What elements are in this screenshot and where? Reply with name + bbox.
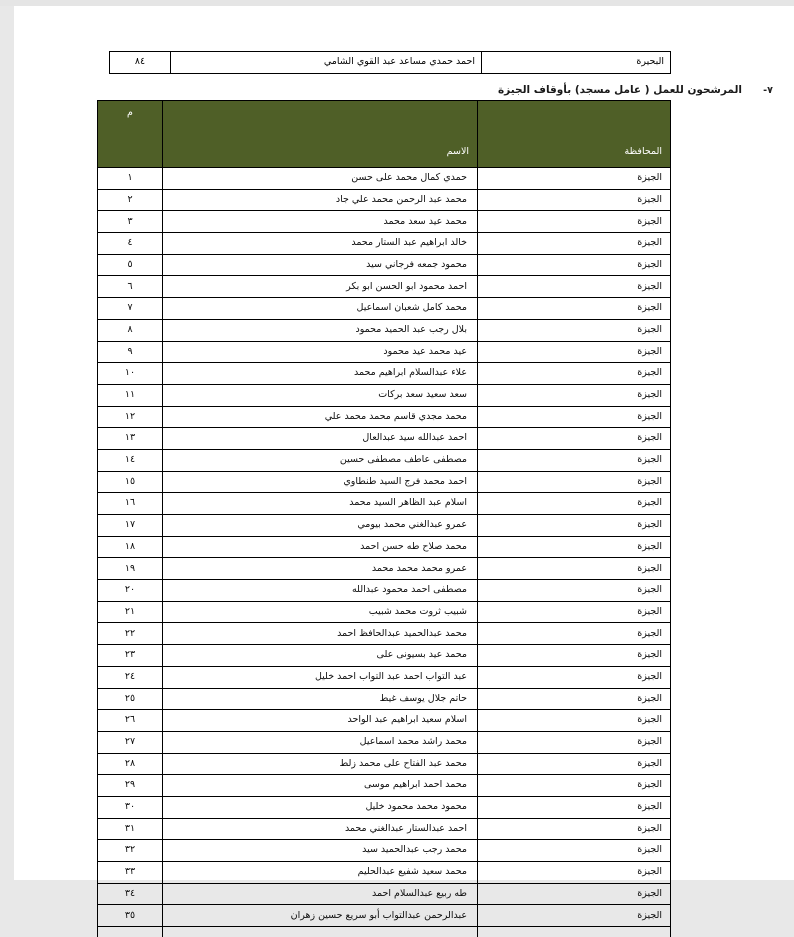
cell-number: ٢٥	[98, 688, 163, 710]
cell-number: ١٢	[98, 406, 163, 428]
cell-governorate: البحيرة	[482, 52, 671, 74]
cell-name: محمد عيد سعد محمد	[163, 211, 478, 233]
cell-name: سعد سعيد سعد بركات	[163, 384, 478, 406]
cell-number: ١٣	[98, 428, 163, 450]
table-row	[98, 276, 671, 298]
table-row	[98, 883, 671, 905]
cell-governorate: الجيزة	[478, 211, 671, 233]
cell-name: علاء عبدالسلام ابراهيم محمد	[163, 363, 478, 385]
cell-name: محمد كامل شعبان اسماعيل	[163, 298, 478, 320]
cell-governorate: الجيزة	[478, 341, 671, 363]
cell-governorate: الجيزة	[478, 710, 671, 732]
cell-number: ١١	[98, 384, 163, 406]
cell-governorate: الجيزة	[478, 840, 671, 862]
cell-governorate: الجيزة	[478, 384, 671, 406]
cell-name: محمود جمعه فرجاني سيد	[163, 254, 478, 276]
cell-name: عمرو عبدالغني محمد بيومي	[163, 515, 478, 537]
cell-name: احمد محمد فرج السيد طنطاوي	[163, 471, 478, 493]
table-header-row	[98, 101, 671, 168]
candidates-table	[97, 100, 671, 937]
cell-governorate: الجيزة	[478, 406, 671, 428]
cell-governorate: الجيزة	[478, 276, 671, 298]
cell-name: عمرو محمد محمد محمد	[163, 558, 478, 580]
cell-governorate: الجيزة	[478, 254, 671, 276]
table-row	[98, 558, 671, 580]
cell-governorate: الجيزة	[478, 168, 671, 190]
cell-number: ٢٣	[98, 645, 163, 667]
cell-name: بلال رجب عبد الحميد محمود	[163, 319, 478, 341]
table-row	[98, 384, 671, 406]
cell-governorate: الجيزة	[478, 862, 671, 884]
cell-name: مصطفى عاطف مصطفى حسين	[163, 449, 478, 471]
table-row-cutoff	[98, 927, 671, 937]
cell-number	[98, 927, 163, 937]
cell-governorate: الجيزة	[478, 363, 671, 385]
cell-number: ٢٦	[98, 710, 163, 732]
cell-governorate: الجيزة	[478, 471, 671, 493]
table-row	[98, 319, 671, 341]
table-row	[98, 905, 671, 927]
section-heading	[14, 81, 794, 99]
cell-name: محمد مجدي قاسم محمد محمد علي	[163, 406, 478, 428]
cell-number: ١	[98, 168, 163, 190]
cell-name: احمد عبدالله سيد عبدالعال	[163, 428, 478, 450]
cell-number: ٢	[98, 189, 163, 211]
table-row	[98, 536, 671, 558]
cell-governorate: الجيزة	[478, 493, 671, 515]
cell-name: خالد ابراهيم عبد الستار محمد	[163, 233, 478, 255]
cell-number: ٧	[98, 298, 163, 320]
cell-name: حاتم جلال يوسف غيط	[163, 688, 478, 710]
table-row	[98, 775, 671, 797]
cell-name: محمود محمد محمود خليل	[163, 796, 478, 818]
cell-name: محمد عبد الفتاح على محمد زلط	[163, 753, 478, 775]
cell-governorate: الجيزة	[478, 731, 671, 753]
cell-governorate: الجيزة	[478, 298, 671, 320]
cell-number: ٦	[98, 276, 163, 298]
cell-name: محمد راشد محمد اسماعيل	[163, 731, 478, 753]
cell-name: محمد رجب عبدالحميد سيد	[163, 840, 478, 862]
cell-number: ٣٤	[98, 883, 163, 905]
table-row	[98, 840, 671, 862]
cell-name: محمد سعيد شفيع عبدالحليم	[163, 862, 478, 884]
cell-governorate: الجيزة	[478, 319, 671, 341]
cell-number: ٣٣	[98, 862, 163, 884]
cell-name: محمد صلاح طه حسن احمد	[163, 536, 478, 558]
table-row	[98, 298, 671, 320]
column-header-governorate: المحافظة	[478, 101, 671, 168]
table-row	[98, 211, 671, 233]
cell-governorate: الجيزة	[478, 883, 671, 905]
cell-number: ٢٤	[98, 666, 163, 688]
cell-name: اسلام عبد الظاهر السيد محمد	[163, 493, 478, 515]
cell-governorate: الجيزة	[478, 623, 671, 645]
cell-governorate: الجيزة	[478, 580, 671, 602]
cell-name: اسلام سعيد ابراهيم عبد الواحد	[163, 710, 478, 732]
cell-governorate: الجيزة	[478, 601, 671, 623]
cell-governorate: الجيزة	[478, 666, 671, 688]
cell-number: ١٧	[98, 515, 163, 537]
table-row	[98, 688, 671, 710]
table-row	[98, 796, 671, 818]
cell-governorate: الجيزة	[478, 428, 671, 450]
table-row	[98, 428, 671, 450]
table-row	[98, 645, 671, 667]
table-row	[98, 731, 671, 753]
cell-name: محمد احمد ابراهيم موسى	[163, 775, 478, 797]
cell-number: ١٦	[98, 493, 163, 515]
cell-governorate	[478, 927, 671, 937]
table-row	[98, 254, 671, 276]
section-title: المرشحون للعمل ( عامل مسجد) بأوقاف الجيزة	[498, 84, 742, 96]
cell-name: مصطفى احمد محمود عبدالله	[163, 580, 478, 602]
table-row	[98, 471, 671, 493]
cell-governorate: الجيزة	[478, 233, 671, 255]
cell-number: ٣٠	[98, 796, 163, 818]
cell-name: محمد عيد بسيونى على	[163, 645, 478, 667]
cell-number: ٥	[98, 254, 163, 276]
cell-governorate: الجيزة	[478, 645, 671, 667]
table-row	[98, 666, 671, 688]
cell-name: عبد التواب احمد عبد التواب احمد خليل	[163, 666, 478, 688]
cell-governorate: الجيزة	[478, 905, 671, 927]
cell-number: ١٩	[98, 558, 163, 580]
section-marker: -٧	[742, 85, 794, 96]
cell-name: احمد حمدي مساعد عبد القوي الشامي	[171, 52, 482, 74]
cell-number: ٣١	[98, 818, 163, 840]
cell-governorate: الجيزة	[478, 558, 671, 580]
cell-governorate: الجيزة	[478, 818, 671, 840]
cell-number: ٢٢	[98, 623, 163, 645]
table-row	[98, 233, 671, 255]
table-row	[98, 363, 671, 385]
continuation-table	[109, 51, 671, 74]
cell-number: ٢٧	[98, 731, 163, 753]
column-header-name: الاسم	[163, 101, 478, 168]
table-row	[98, 818, 671, 840]
table-row	[98, 623, 671, 645]
candidates-table-body	[98, 168, 671, 937]
cell-governorate: الجيزة	[478, 515, 671, 537]
cell-name: طه ربيع عبدالسلام احمد	[163, 883, 478, 905]
cell-number: ٩	[98, 341, 163, 363]
cell-governorate: الجيزة	[478, 688, 671, 710]
cell-name	[163, 927, 478, 937]
cell-name: حمدي كمال محمد على حسن	[163, 168, 478, 190]
table-row	[98, 580, 671, 602]
cell-number: ٢٩	[98, 775, 163, 797]
cell-number: ١٥	[98, 471, 163, 493]
cell-number: ٣	[98, 211, 163, 233]
cell-name: عبدالرحمن عبدالتواب أبو سريع حسين زهران	[163, 905, 478, 927]
cell-number: ١٨	[98, 536, 163, 558]
cell-name: محمد عبد الرحمن محمد علي جاد	[163, 189, 478, 211]
table-row	[98, 515, 671, 537]
document-page	[14, 6, 794, 880]
cell-number: ١٤	[98, 449, 163, 471]
column-header-number: م	[98, 101, 163, 168]
table-row	[98, 406, 671, 428]
cell-number: ١٠	[98, 363, 163, 385]
document-body	[14, 6, 794, 880]
candidates-table-head	[98, 101, 671, 168]
table-row	[110, 52, 671, 74]
continuation-table-body	[110, 52, 671, 74]
cell-governorate: الجيزة	[478, 753, 671, 775]
table-row	[98, 493, 671, 515]
cell-governorate: الجيزة	[478, 189, 671, 211]
cell-name: محمد عبدالحميد عبدالحافظ احمد	[163, 623, 478, 645]
cell-governorate: الجيزة	[478, 449, 671, 471]
cell-number: ٢٠	[98, 580, 163, 602]
table-row	[98, 168, 671, 190]
cell-number: ٤	[98, 233, 163, 255]
table-row	[98, 449, 671, 471]
cell-name: احمد عبدالستار عبدالغني محمد	[163, 818, 478, 840]
cell-number: ٣٢	[98, 840, 163, 862]
cell-governorate: الجيزة	[478, 536, 671, 558]
table-row	[98, 862, 671, 884]
cell-number: ٨٤	[110, 52, 171, 74]
cell-number: ٢٨	[98, 753, 163, 775]
cell-number: ٢١	[98, 601, 163, 623]
table-row	[98, 710, 671, 732]
cell-name: شبيب ثروت محمد شبيب	[163, 601, 478, 623]
table-row	[98, 189, 671, 211]
table-row	[98, 601, 671, 623]
cell-number: ٨	[98, 319, 163, 341]
cell-number: ٣٥	[98, 905, 163, 927]
cell-name: عيد محمد عيد محمود	[163, 341, 478, 363]
cell-name: احمد محمود ابو الحسن ابو بكر	[163, 276, 478, 298]
table-row	[98, 341, 671, 363]
cell-governorate: الجيزة	[478, 796, 671, 818]
cell-governorate: الجيزة	[478, 775, 671, 797]
table-row	[98, 753, 671, 775]
